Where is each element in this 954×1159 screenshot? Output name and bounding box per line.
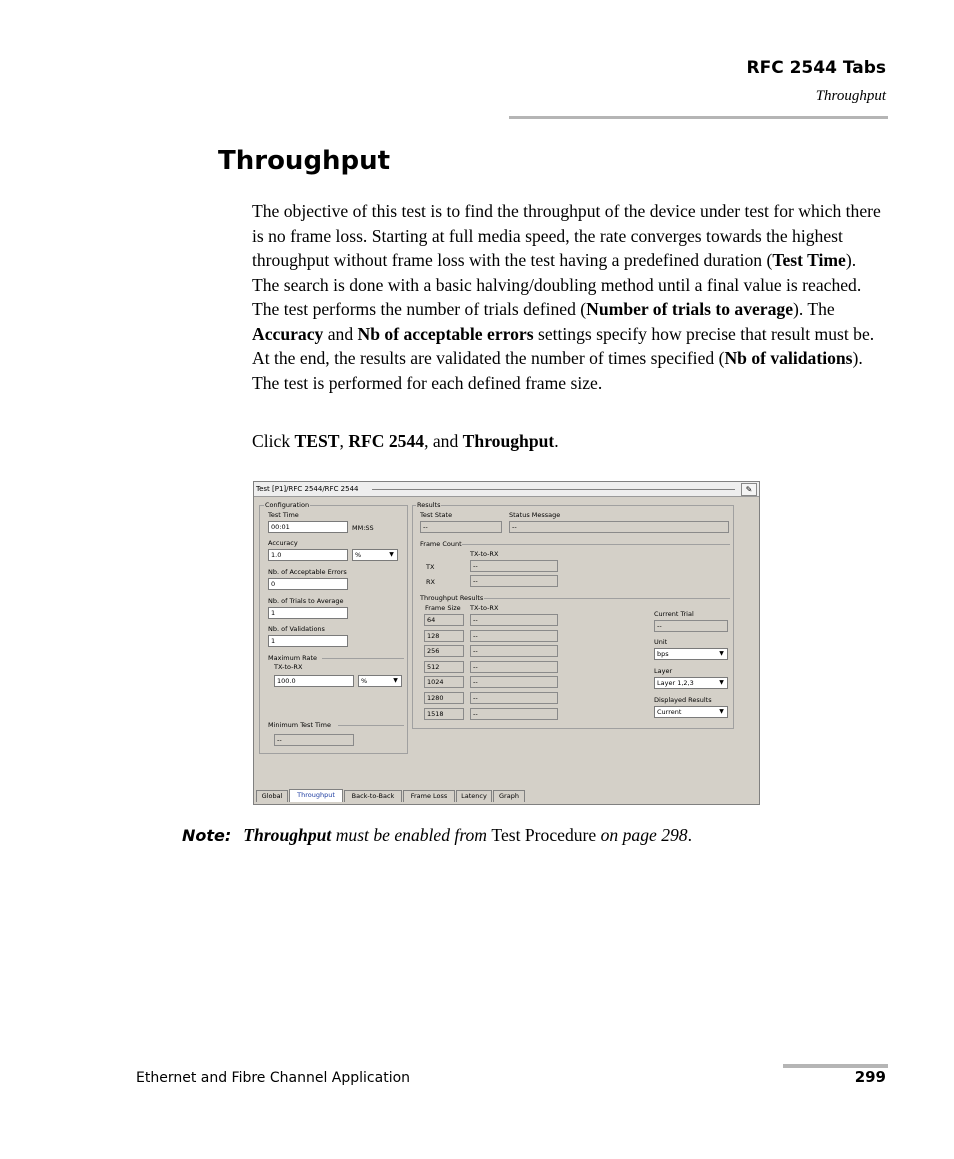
acceptable-errors-input[interactable]: 0 [268,578,348,590]
header-subtitle: Throughput [815,88,886,104]
frame-count-direction: TX-to-RX [470,550,499,558]
frame-count-label: Frame Count [420,540,462,548]
status-message-label: Status Message [509,511,561,519]
validations-input[interactable]: 1 [268,635,348,647]
window-title: Test [P1]/RFC 2544/RFC 2544 [256,485,359,493]
current-trial-field: -- [654,620,728,632]
throughput-value-cell: -- [470,661,558,673]
page-number: 299 [854,1068,886,1086]
max-rate-direction: TX-to-RX [274,663,303,671]
max-rate-unit-select[interactable]: % ▼ [358,675,402,687]
chevron-down-icon: ▼ [719,708,724,715]
divider [484,598,730,599]
trials-label: Nb. of Trials to Average [268,597,344,605]
unit-label: Unit [654,638,668,646]
displayed-results-label: Displayed Results [654,696,712,704]
tx-label: TX [426,563,435,571]
tab-back-to-back[interactable]: Back-to-Back [344,790,402,802]
section-title: Throughput [218,146,391,176]
note-label: Note: [182,826,232,845]
test-state-label: Test State [420,511,453,519]
validations-label: Nb. of Validations [268,625,325,633]
accuracy-label: Accuracy [268,539,298,547]
frame-size-cell: 128 [424,630,464,642]
min-test-time-field[interactable]: -- [274,734,354,746]
frame-size-header: Frame Size [425,604,461,612]
max-rate-input[interactable]: 100.0 [274,675,354,687]
accuracy-input[interactable]: 1.0 [268,549,348,561]
max-rate-label: Maximum Rate [268,654,317,662]
divider [462,544,730,545]
min-test-time-label: Minimum Test Time [268,721,331,729]
rx-field: -- [470,575,558,587]
test-state-field: -- [420,521,502,533]
throughput-value-cell: -- [470,692,558,704]
frame-size-cell: 64 [424,614,464,626]
help-icon[interactable]: ✎ [741,483,757,496]
tab-throughput[interactable]: Throughput [289,789,343,802]
test-time-label: Test Time [268,511,299,519]
footer-title: Ethernet and Fibre Channel Application [136,1070,411,1086]
header-rule [509,116,888,119]
acceptable-errors-label: Nb. of Acceptable Errors [268,568,347,576]
tab-global[interactable]: Global [256,790,288,802]
displayed-results-select[interactable]: Current ▼ [654,706,728,718]
results-label: Results [417,501,441,509]
chevron-down-icon: ▼ [389,551,394,558]
throughput-value-cell: -- [470,645,558,657]
body-paragraph: The objective of this test is to find the throughput of the device under test for which there is no frame loss. Starting at full media speed, the rate converges towards the highest throughput without frame loss with the test having a predefined duration (Test Time). The search is done with a basic halving/doubling method until a final value is reached. The test performs the number of trials defined (Number of trials to average). The Accuracy and Nb of acceptable errors settings specify how precise that result must be. At the end, the results are validated the number of times specified (Nb of validations). The test is performed for each defined frame size. [252,201,881,393]
throughput-value-cell: -- [470,676,558,688]
throughput-value-cell: -- [470,708,558,720]
frame-size-cell: 1518 [424,708,464,720]
header-title: RFC 2544 Tabs [746,58,886,78]
test-time-input[interactable]: 00:01 [268,521,348,533]
chevron-down-icon: ▼ [719,679,724,686]
divider [322,658,404,659]
app-screenshot [253,481,760,805]
note: Note: Throughput must be enabled from Test Procedure on page 298. [182,825,692,845]
throughput-results-label: Throughput Results [420,594,484,602]
divider [338,725,404,726]
tab-frame-loss[interactable]: Frame Loss [403,790,455,802]
configuration-label: Configuration [265,501,310,509]
frame-size-cell: 1024 [424,676,464,688]
trials-input[interactable]: 1 [268,607,348,619]
test-procedure-link[interactable]: Test Procedure [491,825,597,845]
tab-latency[interactable]: Latency [456,790,492,802]
frame-size-cell: 1280 [424,692,464,704]
throughput-value-cell: -- [470,614,558,626]
frame-size-cell: 256 [424,645,464,657]
frame-size-cell: 512 [424,661,464,673]
window-title-bar [254,482,759,497]
throughput-value-cell: -- [470,630,558,642]
unit-select[interactable]: bps ▼ [654,648,728,660]
current-trial-label: Current Trial [654,610,694,618]
tx-field: -- [470,560,558,572]
rx-label: RX [426,578,435,586]
click-instruction: Click TEST, RFC 2544, and Throughput. [252,431,559,451]
test-time-unit: MM:SS [352,524,374,532]
accuracy-unit-select[interactable]: % ▼ [352,549,398,561]
layer-label: Layer [654,667,673,675]
tx-to-rx-header: TX-to-RX [470,604,499,612]
chevron-down-icon: ▼ [719,650,724,657]
status-message-field: -- [509,521,729,533]
layer-select[interactable]: Layer 1,2,3 ▼ [654,677,728,689]
chevron-down-icon: ▼ [393,677,398,684]
tab-graph[interactable]: Graph [493,790,525,802]
